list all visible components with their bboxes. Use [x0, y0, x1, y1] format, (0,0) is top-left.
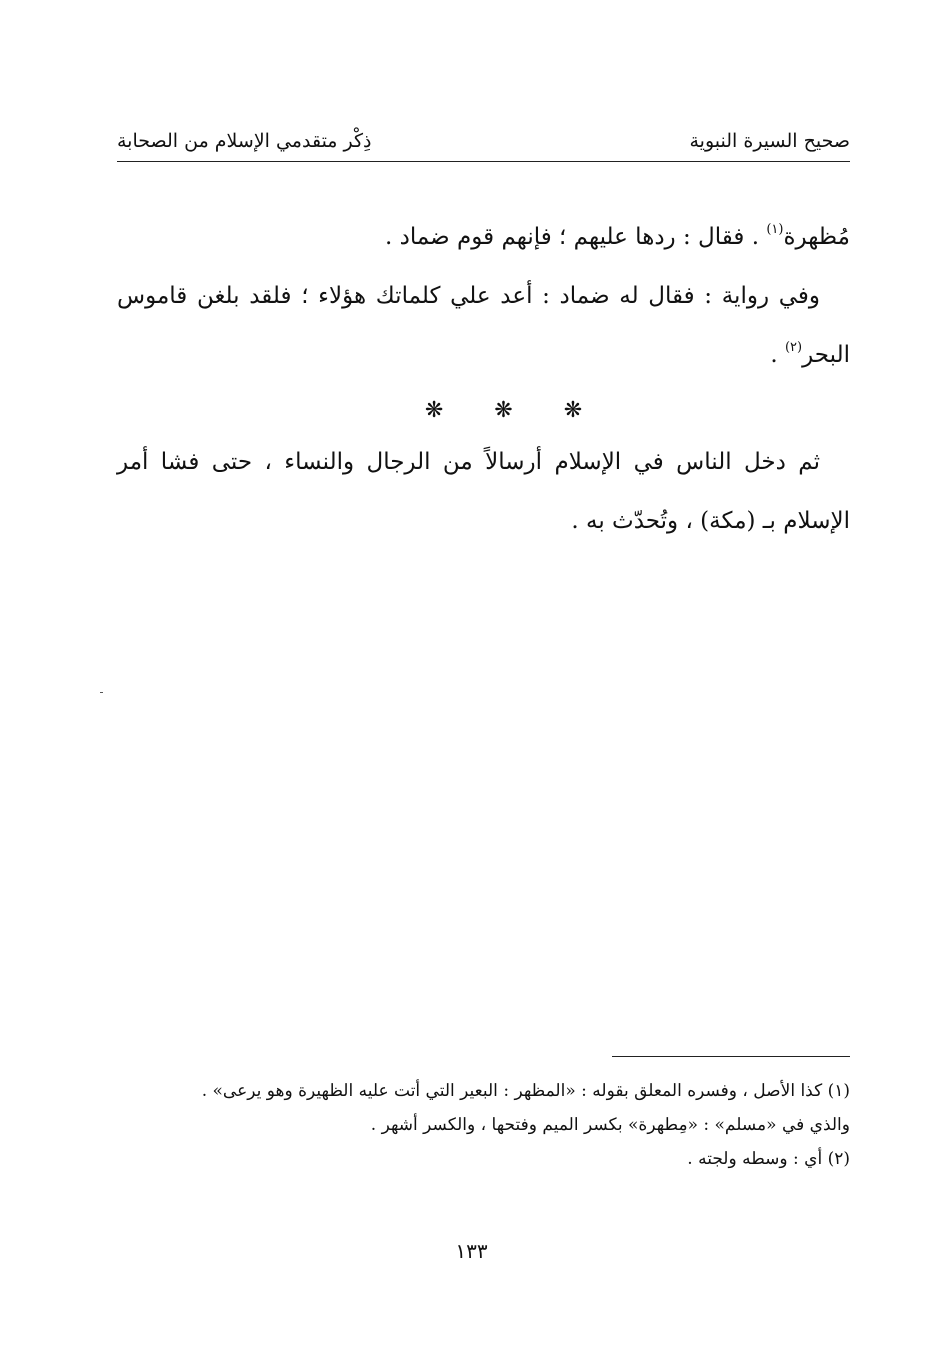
asterism-star-icon: ❋	[494, 398, 513, 423]
footnote-ref-2: (٢)	[784, 340, 803, 355]
paragraph-3	[117, 433, 850, 551]
paragraph-1-rest: . فقال : ردها عليهم ؛ فإنهم قوم ضماد .	[385, 224, 767, 250]
paragraph-2-rest: .	[770, 342, 785, 368]
footnote-2: (٢) أي : وسطه ولجته .	[687, 1149, 850, 1169]
footnote-1-line-1: (١) كذا الأصل ، وفسره المعلق بقوله : «المظهر : البعير التي أتت عليه الظهيرة وهو يرعى» .	[201, 1081, 850, 1101]
paragraph-2	[117, 267, 850, 385]
paragraph-3-text: ثم دخل الناس في الإسلام أرسالاً من الرجال والنساء ، حتى فشا أمر الإسلام بـ (مكة) ، وتُحدّث به .	[117, 449, 850, 534]
footnote-ref-1: (١)	[766, 222, 784, 237]
asterism-star-icon: ❋	[563, 398, 583, 423]
paragraph-1	[117, 208, 850, 267]
page-number: ١٣٣	[455, 1239, 488, 1263]
scan-speck	[100, 692, 103, 693]
header-book-title: صحيح السيرة النبوية	[689, 130, 850, 152]
footnotes	[105, 1074, 850, 1176]
section-separator	[117, 389, 850, 433]
footnote-1-line-2: والذي في «مسلم» : «مِطهرة» بكسر الميم وفتحها ، والكسر أشهر .	[370, 1115, 850, 1135]
running-header	[117, 124, 850, 158]
asterism-star-icon: ❋	[424, 398, 444, 423]
paragraph-1-text: مُظهرة	[783, 224, 850, 250]
paragraph-2-text: وفي رواية : فقال له ضماد : أعد علي كلماتك هؤلاء ؛ فلقد بلغن قاموس البحر	[117, 283, 850, 368]
header-chapter-title: ذِكْر متقدمي الإسلام من الصحابة	[117, 130, 372, 152]
footnote-divider	[612, 1056, 850, 1057]
main-text	[117, 208, 850, 551]
header-divider	[117, 161, 850, 162]
